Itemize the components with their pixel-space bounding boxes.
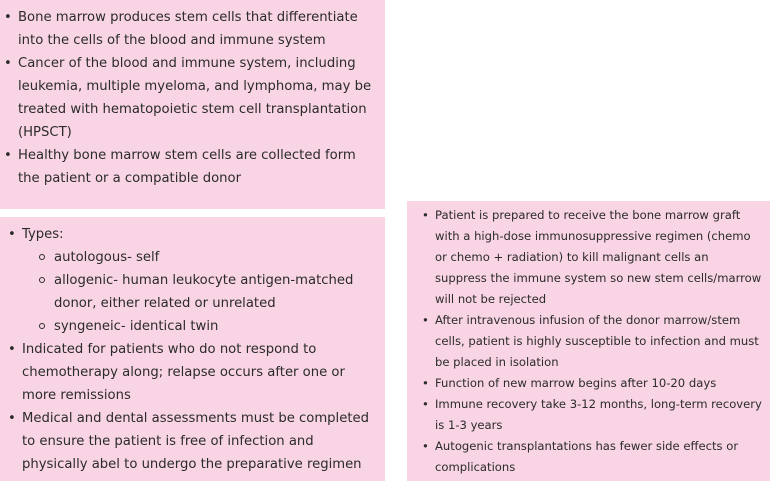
- list-item: [8, 223, 379, 338]
- list-item: • Healthy bone marrow stem cells are collected form the patient or a compatible donor: [4, 144, 379, 190]
- sub-list-item: syngeneic- identical twin: [36, 315, 379, 338]
- list-item: • After intravenous infusion of the donor marrow/stem cells, patient is highly susceptible to infection and must be placed in isolation: [421, 310, 764, 373]
- list-item: • Cancer of the blood and immune system, including leukemia, multiple myeloma, and lymphoma, may be treated with hematopoietic stem cell transplantation (HPSCT): [4, 52, 379, 144]
- list-item: • Bone marrow produces stem cells that differentiate into the cells of the blood and immune system: [4, 6, 379, 52]
- list-item: • Medical and dental assessments must be completed to ensure the patient is free of infection and physically abel to undergo the preparative regimen: [8, 407, 379, 476]
- types-sublist: [22, 246, 379, 338]
- overview-list: [4, 6, 379, 190]
- sub-list-item: autologous- self: [36, 246, 379, 269]
- overview-box: [0, 0, 385, 209]
- procedure-box: [407, 201, 770, 481]
- sub-list-item: allogenic- human leukocyte antigen-matched donor, either related or unrelated: [36, 269, 379, 315]
- types-list: [8, 223, 379, 476]
- types-label: Types:: [22, 227, 64, 242]
- types-box: [0, 217, 385, 481]
- list-item: • Indicated for patients who do not respond to chemotherapy along; relapse occurs after one or more remissions: [8, 338, 379, 407]
- list-item: • Patient is prepared to receive the bone marrow graft with a high-dose immunosuppressive regimen (chemo or chemo + radiation) to kill malignant cells an suppress the immune system so new stem cells/marrow will not be rejected: [421, 205, 764, 310]
- procedure-list: [421, 205, 764, 478]
- list-item: • Autogenic transplantations has fewer side effects or complications: [421, 436, 764, 478]
- list-item: • Function of new marrow begins after 10-20 days: [421, 373, 764, 394]
- list-item: • Immune recovery take 3-12 months, long-term recovery is 1-3 years: [421, 394, 764, 436]
